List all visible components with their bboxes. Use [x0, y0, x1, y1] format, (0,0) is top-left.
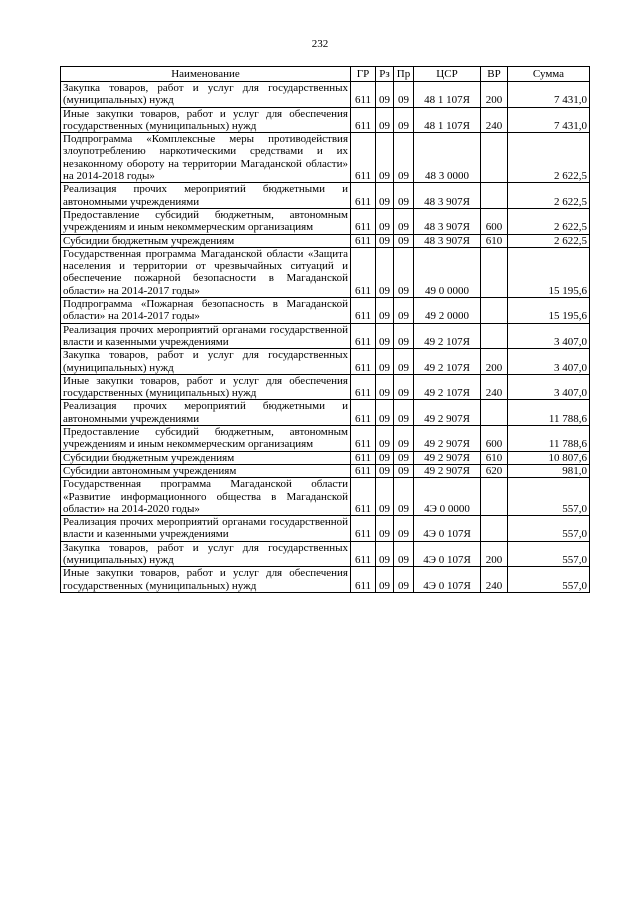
cell-gr: 611: [351, 374, 376, 400]
cell-name: Реализация прочих мероприятий бюджетными и автономными учреждениями: [61, 183, 351, 209]
cell-rz: 09: [376, 541, 394, 567]
table-row: [61, 349, 590, 375]
cell-rz: 09: [376, 567, 394, 593]
cell-vr: [481, 400, 508, 426]
table-body: [61, 82, 590, 593]
cell-sum: 557,0: [508, 541, 590, 567]
cell-csr: 49 2 907Я: [414, 400, 481, 426]
cell-gr: 611: [351, 478, 376, 516]
cell-gr: 611: [351, 451, 376, 464]
cell-csr: 49 0 0000: [414, 247, 481, 297]
cell-pr: 09: [394, 133, 414, 183]
cell-vr: 240: [481, 374, 508, 400]
table-row: [61, 323, 590, 349]
cell-gr: 611: [351, 541, 376, 567]
header-csr: ЦСР: [414, 67, 481, 82]
cell-name: Субсидии бюджетным учреждениям: [61, 234, 351, 247]
cell-gr: 611: [351, 82, 376, 108]
cell-sum: 2 622,5: [508, 133, 590, 183]
cell-vr: 240: [481, 567, 508, 593]
cell-vr: 200: [481, 82, 508, 108]
table-row: [61, 478, 590, 516]
cell-name: Предоставление субсидий бюджетным, автономным учреждениям и иным некоммерческим организациям: [61, 426, 351, 452]
table-row: [61, 247, 590, 297]
cell-sum: 15 195,6: [508, 298, 590, 324]
cell-pr: 09: [394, 567, 414, 593]
cell-pr: 09: [394, 234, 414, 247]
cell-csr: 48 3 907Я: [414, 234, 481, 247]
cell-pr: 09: [394, 349, 414, 375]
cell-csr: 48 3 907Я: [414, 183, 481, 209]
cell-vr: 610: [481, 451, 508, 464]
cell-csr: 49 2 907Я: [414, 451, 481, 464]
cell-rz: 09: [376, 400, 394, 426]
cell-name: Реализация прочих мероприятий бюджетными и автономными учреждениями: [61, 400, 351, 426]
table-row: [61, 82, 590, 108]
cell-gr: 611: [351, 567, 376, 593]
cell-vr: [481, 247, 508, 297]
cell-vr: 240: [481, 107, 508, 133]
cell-rz: 09: [376, 374, 394, 400]
cell-csr: 49 2 907Я: [414, 464, 481, 477]
cell-rz: 09: [376, 464, 394, 477]
cell-csr: 48 1 107Я: [414, 82, 481, 108]
cell-pr: 09: [394, 516, 414, 542]
header-gr: ГР: [351, 67, 376, 82]
cell-pr: 09: [394, 541, 414, 567]
cell-name: Реализация прочих мероприятий органами государственной власти и казенными учреждениями: [61, 323, 351, 349]
cell-rz: 09: [376, 323, 394, 349]
cell-csr: 48 3 907Я: [414, 208, 481, 234]
cell-pr: 09: [394, 247, 414, 297]
cell-vr: 610: [481, 234, 508, 247]
cell-pr: 09: [394, 298, 414, 324]
cell-sum: 557,0: [508, 478, 590, 516]
cell-sum: 7 431,0: [508, 82, 590, 108]
cell-csr: 49 2 907Я: [414, 426, 481, 452]
cell-name: Государственная программа Магаданской области «Защита населения и территории от чрезвычайных ситуаций и обеспечение пожарной безопасности в Магаданской области» на 2014-2017 годы»: [61, 247, 351, 297]
cell-vr: 600: [481, 208, 508, 234]
cell-pr: 09: [394, 478, 414, 516]
cell-rz: 09: [376, 298, 394, 324]
cell-rz: 09: [376, 234, 394, 247]
cell-name: Закупка товаров, работ и услуг для государственных (муниципальных) нужд: [61, 82, 351, 108]
cell-name: Субсидии автономным учреждениям: [61, 464, 351, 477]
table-row: [61, 374, 590, 400]
cell-name: Иные закупки товаров, работ и услуг для обеспечения государственных (муниципальных) нужд: [61, 567, 351, 593]
cell-gr: 611: [351, 349, 376, 375]
table-row: [61, 451, 590, 464]
cell-gr: 611: [351, 464, 376, 477]
cell-rz: 09: [376, 516, 394, 542]
cell-gr: 611: [351, 426, 376, 452]
cell-rz: 09: [376, 82, 394, 108]
cell-pr: 09: [394, 426, 414, 452]
cell-rz: 09: [376, 107, 394, 133]
cell-name: Субсидии бюджетным учреждениям: [61, 451, 351, 464]
table-row: [61, 133, 590, 183]
cell-csr: 49 2 107Я: [414, 374, 481, 400]
cell-rz: 09: [376, 208, 394, 234]
cell-vr: [481, 133, 508, 183]
cell-sum: 7 431,0: [508, 107, 590, 133]
cell-name: Иные закупки товаров, работ и услуг для обеспечения государственных (муниципальных) нужд: [61, 107, 351, 133]
cell-sum: 557,0: [508, 516, 590, 542]
table-row: [61, 234, 590, 247]
cell-sum: 2 622,5: [508, 208, 590, 234]
cell-name: Государственная программа Магаданской области «Развитие информационного общества в Магаданской области» на 2014-2020 годы»: [61, 478, 351, 516]
table-header-row: [61, 67, 590, 82]
cell-rz: 09: [376, 451, 394, 464]
cell-gr: 611: [351, 107, 376, 133]
table-row: [61, 541, 590, 567]
cell-name: Подпрограмма «Комплексные меры противодействия злоупотреблению наркотическими средствами и их незаконному обороту на территории Магаданской области» на 2014-2018 годы»: [61, 133, 351, 183]
cell-pr: 09: [394, 451, 414, 464]
table-row: [61, 183, 590, 209]
cell-sum: 3 407,0: [508, 374, 590, 400]
cell-gr: 611: [351, 234, 376, 247]
table-row: [61, 464, 590, 477]
cell-rz: 09: [376, 183, 394, 209]
cell-vr: 200: [481, 349, 508, 375]
cell-vr: [481, 478, 508, 516]
cell-pr: 09: [394, 374, 414, 400]
cell-csr: 4Э 0 107Я: [414, 567, 481, 593]
cell-vr: [481, 183, 508, 209]
cell-rz: 09: [376, 478, 394, 516]
cell-pr: 09: [394, 183, 414, 209]
cell-gr: 611: [351, 247, 376, 297]
cell-csr: 4Э 0 0000: [414, 478, 481, 516]
cell-csr: 4Э 0 107Я: [414, 516, 481, 542]
cell-name: Закупка товаров, работ и услуг для государственных (муниципальных) нужд: [61, 541, 351, 567]
cell-gr: 611: [351, 298, 376, 324]
cell-sum: 10 807,6: [508, 451, 590, 464]
table-row: [61, 298, 590, 324]
cell-sum: 981,0: [508, 464, 590, 477]
cell-rz: 09: [376, 426, 394, 452]
cell-pr: 09: [394, 82, 414, 108]
cell-gr: 611: [351, 516, 376, 542]
cell-rz: 09: [376, 133, 394, 183]
header-vr: ВР: [481, 67, 508, 82]
cell-sum: 11 788,6: [508, 400, 590, 426]
cell-gr: 611: [351, 133, 376, 183]
cell-pr: 09: [394, 400, 414, 426]
cell-sum: 3 407,0: [508, 323, 590, 349]
cell-vr: 200: [481, 541, 508, 567]
cell-vr: [481, 323, 508, 349]
header-rz: Рз: [376, 67, 394, 82]
cell-pr: 09: [394, 208, 414, 234]
table-row: [61, 426, 590, 452]
cell-sum: 2 622,5: [508, 234, 590, 247]
budget-table: [60, 66, 590, 593]
cell-vr: [481, 298, 508, 324]
table-row: [61, 567, 590, 593]
cell-gr: 611: [351, 208, 376, 234]
cell-csr: 49 2 107Я: [414, 349, 481, 375]
cell-pr: 09: [394, 464, 414, 477]
cell-rz: 09: [376, 247, 394, 297]
cell-gr: 611: [351, 400, 376, 426]
cell-sum: 3 407,0: [508, 349, 590, 375]
cell-name: Реализация прочих мероприятий органами государственной власти и казенными учреждениями: [61, 516, 351, 542]
header-name: Наименование: [61, 67, 351, 82]
cell-vr: 600: [481, 426, 508, 452]
cell-sum: 2 622,5: [508, 183, 590, 209]
cell-csr: 4Э 0 107Я: [414, 541, 481, 567]
cell-gr: 611: [351, 323, 376, 349]
cell-csr: 49 2 107Я: [414, 323, 481, 349]
table-row: [61, 107, 590, 133]
cell-rz: 09: [376, 349, 394, 375]
cell-name: Иные закупки товаров, работ и услуг для обеспечения государственных (муниципальных) нужд: [61, 374, 351, 400]
cell-sum: 557,0: [508, 567, 590, 593]
cell-sum: 11 788,6: [508, 426, 590, 452]
cell-vr: 620: [481, 464, 508, 477]
header-sum: Сумма: [508, 67, 590, 82]
cell-csr: 49 2 0000: [414, 298, 481, 324]
page-number: 232: [311, 38, 329, 50]
header-pr: Пр: [394, 67, 414, 82]
cell-name: Закупка товаров, работ и услуг для государственных (муниципальных) нужд: [61, 349, 351, 375]
cell-pr: 09: [394, 107, 414, 133]
cell-gr: 611: [351, 183, 376, 209]
cell-pr: 09: [394, 323, 414, 349]
cell-vr: [481, 516, 508, 542]
table-row: [61, 400, 590, 426]
table-row: [61, 516, 590, 542]
cell-name: Предоставление субсидий бюджетным, автономным учреждениям и иным некоммерческим организациям: [61, 208, 351, 234]
cell-name: Подпрограмма «Пожарная безопасность в Магаданской области» на 2014-2017 годы»: [61, 298, 351, 324]
table-row: [61, 208, 590, 234]
cell-sum: 15 195,6: [508, 247, 590, 297]
cell-csr: 48 3 0000: [414, 133, 481, 183]
cell-csr: 48 1 107Я: [414, 107, 481, 133]
